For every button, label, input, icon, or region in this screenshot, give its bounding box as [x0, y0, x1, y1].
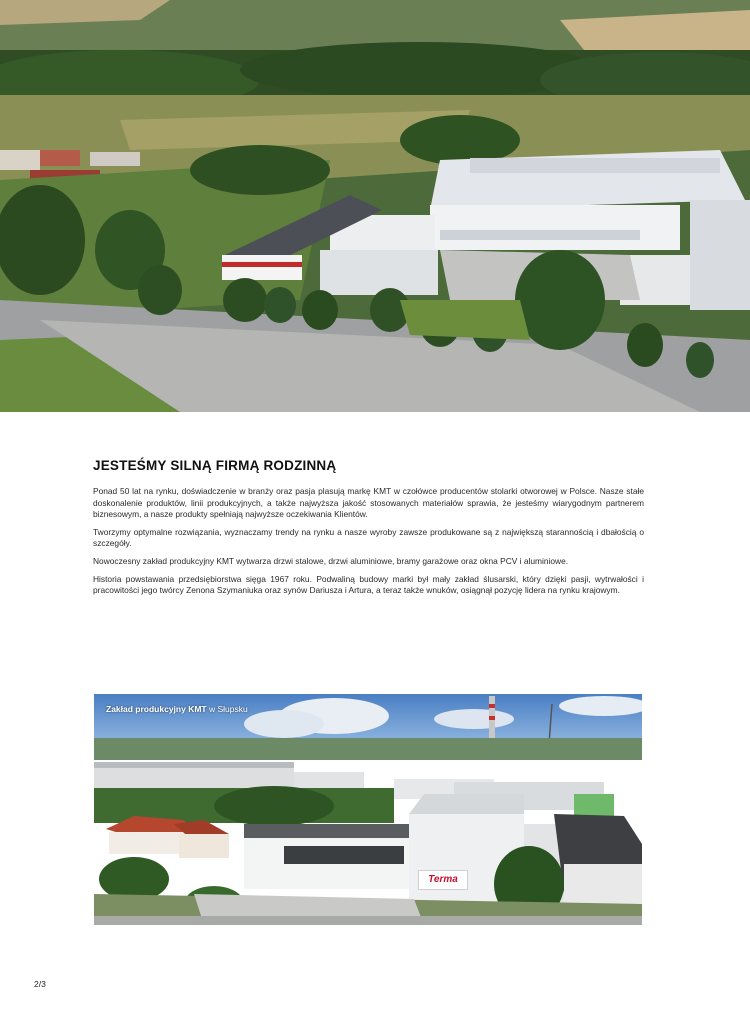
factory-illustration	[94, 694, 642, 925]
factory-photo	[94, 694, 642, 925]
section-heading: JESTEŚMY SILNĄ FIRMĄ RODZINNĄ	[93, 458, 337, 473]
photo-caption	[106, 704, 248, 714]
paragraph: Tworzymy optymalne rozwiązania, wyznaczamy trendy na rynku a nasze wyroby zawsze produkowane są z największą starannością i dbałością o szczegóły.	[93, 526, 644, 549]
aerial-illustration	[0, 0, 750, 412]
terma-sign: Terma	[418, 870, 468, 890]
caption-rest: w Słupsku	[206, 704, 248, 714]
page-number: 2/3	[34, 979, 46, 989]
paragraph: Ponad 50 lat na rynku, doświadczenie w branży oraz pasja plasują markę KMT w czołówce producentów stolarki otworowej w Polsce. Nasze stałe doskonalenie produktów, linii produkcyjnych, a także najwyższa jakość stosowanych materiałów sprawia, że jesteśmy wiarygodnym partnerem biznesowym, a nasze produkty spełniają najwyższe oczekiwania Klientów.	[93, 486, 644, 520]
body-text	[93, 486, 644, 603]
paragraph: Nowoczesny zakład produkcyjny KMT wytwarza drzwi stalowe, drzwi aluminiowe, bramy garażowe oraz okna PCV i aluminiowe.	[93, 555, 569, 566]
paragraph: Historia powstawania przedsiębiorstwa sięga 1967 roku. Podwaliną budowy marki był mały zakład ślusarski, który dzięki pasji, wytrwałości i pracowitości jego twórcy Zenona Szymaniuka oraz synów Dariusza i Artura, a teraz także wnuków, osiągnął pozycję lidera na rynku krajowym.	[93, 573, 644, 596]
hero-aerial-photo	[0, 0, 750, 412]
caption-bold: Zakład produkcyjny KMT	[106, 704, 207, 714]
